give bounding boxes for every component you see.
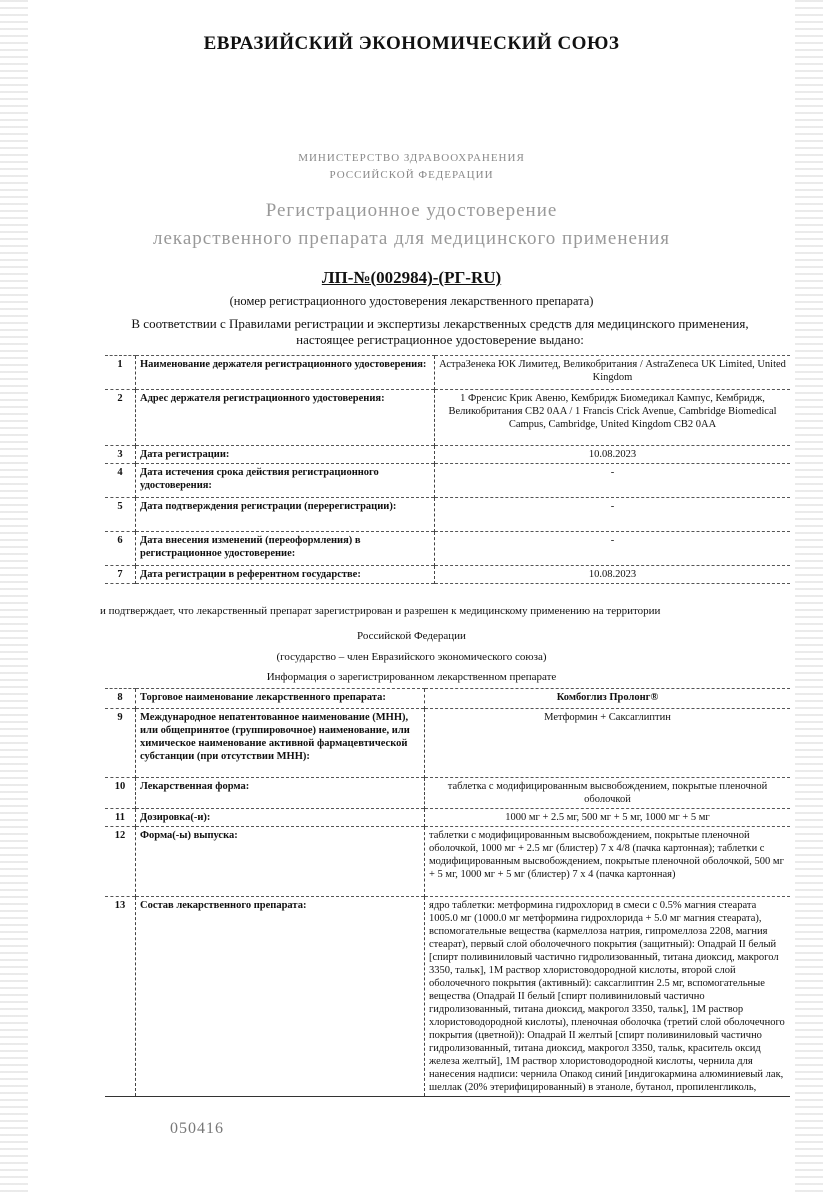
- row-value: 1000 мг + 2.5 мг, 500 мг + 5 мг, 1000 мг + 5 мг: [425, 809, 791, 827]
- row-number: 1: [105, 356, 136, 390]
- table-row: [105, 356, 790, 390]
- product-table: [105, 688, 790, 1097]
- ministry-line-2: РОССИЙСКОЙ ФЕДЕРАЦИИ: [329, 169, 494, 181]
- row-label: Форма(-ы) выпуска:: [136, 827, 425, 897]
- row-value: 1 Френсис Крик Авеню, Кембридж Биомедикал Кампус, Кембридж, Великобритания CB2 0AA / 1 Francis Crick Avenue, Cambridge Biomedical Campus, Cambridge, United Kingdom CB2 0AA: [435, 390, 791, 446]
- country-caption: (государство – член Евразийского экономического союза): [276, 651, 547, 663]
- registration-number: ЛП-№(002984)-(РГ-RU): [321, 268, 502, 287]
- certificate-title-1: Регистрационное удостоверение: [265, 200, 558, 221]
- table-row: [105, 390, 790, 446]
- table-row: [105, 897, 790, 1097]
- row-number: 8: [105, 689, 136, 709]
- row-value: -: [435, 464, 791, 498]
- table-row: [105, 827, 790, 897]
- table-row: [105, 709, 790, 778]
- row-number: 9: [105, 709, 136, 778]
- row-label: Состав лекарственного препарата:: [136, 897, 425, 1097]
- row-label: Дата регистрации в референтном государстве:: [136, 566, 435, 584]
- row-label: Дата регистрации:: [136, 446, 435, 464]
- row-number: 13: [105, 897, 136, 1097]
- certificate-title-2: лекарственного препарата для медицинского применения: [152, 228, 670, 249]
- info-heading: Информация о зарегистрированном лекарственном препарате: [266, 671, 557, 683]
- holder-table: [105, 355, 790, 584]
- confirmation-text: и подтверждает, что лекарственный препарат зарегистрирован и разрешен к медицинскому применению на территории: [100, 605, 661, 617]
- table-row: [105, 778, 790, 809]
- row-value: Комбоглиз Пролонг®: [425, 689, 791, 709]
- table-row: [105, 498, 790, 532]
- row-value: -: [435, 498, 791, 532]
- row-label: Дозировка(-и):: [136, 809, 425, 827]
- row-value: 10.08.2023: [435, 446, 791, 464]
- row-number: 11: [105, 809, 136, 827]
- table-row: [105, 446, 790, 464]
- row-value: таблетки с модифицированным высвобождением, покрытые пленочной оболочкой, 1000 мг + 2.5 мг (блистер) 7 х 4/8 (пачка картонная); таблетки с модифицированным высвобождением, покрытые пленочной оболочкой, 500 мг + 5 мг, 1000 мг + 5 мг (блистер) 7 х 4 (пачка картонная): [425, 827, 791, 897]
- stamp-number: 050416: [170, 1120, 224, 1137]
- row-number: 3: [105, 446, 136, 464]
- row-number: 6: [105, 532, 136, 566]
- row-label: Дата истечения срока действия регистрационного удостоверения:: [136, 464, 435, 498]
- row-number: 2: [105, 390, 136, 446]
- registration-number-caption: (номер регистрационного удостоверения лекарственного препарата): [229, 294, 594, 308]
- table-row: [105, 464, 790, 498]
- row-value: таблетка с модифицированным высвобождением, покрытые пленочной оболочкой: [425, 778, 791, 809]
- row-value: 10.08.2023: [435, 566, 791, 584]
- row-number: 12: [105, 827, 136, 897]
- intro-paragraph: В соответствии с Правилами регистрации и экспертизы лекарственных средств для медицинского применения, настоящее регистрационное удостоверение выдано:: [131, 316, 749, 347]
- row-value: Метформин + Саксаглиптин: [425, 709, 791, 778]
- table-row: [105, 566, 790, 584]
- row-label: Наименование держателя регистрационного удостоверения:: [136, 356, 435, 390]
- country-name: Российской Федерации: [357, 630, 466, 642]
- ministry-line-1: МИНИСТЕРСТВО ЗДРАВООХРАНЕНИЯ: [298, 152, 525, 164]
- row-value: АстраЗенека ЮК Лимитед, Великобритания / AstraZeneca UK Limited, United Kingdom: [435, 356, 791, 390]
- row-label: Дата внесения изменений (переоформления) в регистрационное удостоверение:: [136, 532, 435, 566]
- table-row: [105, 809, 790, 827]
- row-number: 7: [105, 566, 136, 584]
- table-row: [105, 689, 790, 709]
- row-number: 5: [105, 498, 136, 532]
- row-label: Международное непатентованное наименование (МНН), или общепринятое (группировочное) наименование, или химическое наименование активной фармацевтической субстанции (при отсутствии МНН):: [136, 709, 425, 778]
- row-number: 10: [105, 778, 136, 809]
- row-label: Торговое наименование лекарственного препарата:: [136, 689, 425, 709]
- row-label: Адрес держателя регистрационного удостоверения:: [136, 390, 435, 446]
- table-row: [105, 532, 790, 566]
- row-value: ядро таблетки: метформина гидрохлорид в смеси с 0.5% магния стеарата 1005.0 мг (1000.0 мг метформина гидрохлорида + 5.0 мг магния стеарата), вспомогательные вещества (кармеллоза натрия, гипромеллоза 2208, магния стеарат), первый слой оболочечного покрытия (защитный): Опадрай II белый [спирт поливиниловый частично гидролизованный, титана диоксид, макрогол 3350, тальк], 1М раствор хлористоводородной кислоты, второй слой оболочечного покрытия (активный): саксаглиптин 2.5 мг, вспомогательные вещества (Опадрай II белый [спирт поливиниловый частично гидролизованный, титана диоксид, макрогол 3350, тальк], 1М раствор хлористоводородной кислоты), пленочная оболочка (третий слой оболочечного покрытия (цветной)): Опадрай II желтый [спирт поливиниловый частично гидролизованный, титана диоксид, макрогол 3350, тальк, краситель оксид железа желтый], 1М раствор хлористоводородной кислоты, чернила для нанесения надписи: чернила Опакод синий [индигокармина алюминиевый лак, шеллак (20% этерифицированный) в этаноле, бутанол, пропиленгликоль,: [425, 897, 791, 1097]
- row-number: 4: [105, 464, 136, 498]
- row-label: Лекарственная форма:: [136, 778, 425, 809]
- row-label: Дата подтверждения регистрации (перерегистрации):: [136, 498, 435, 532]
- union-title: ЕВРАЗИЙСКИЙ ЭКОНОМИЧЕСКИЙ СОЮЗ: [203, 33, 620, 54]
- row-value: -: [435, 532, 791, 566]
